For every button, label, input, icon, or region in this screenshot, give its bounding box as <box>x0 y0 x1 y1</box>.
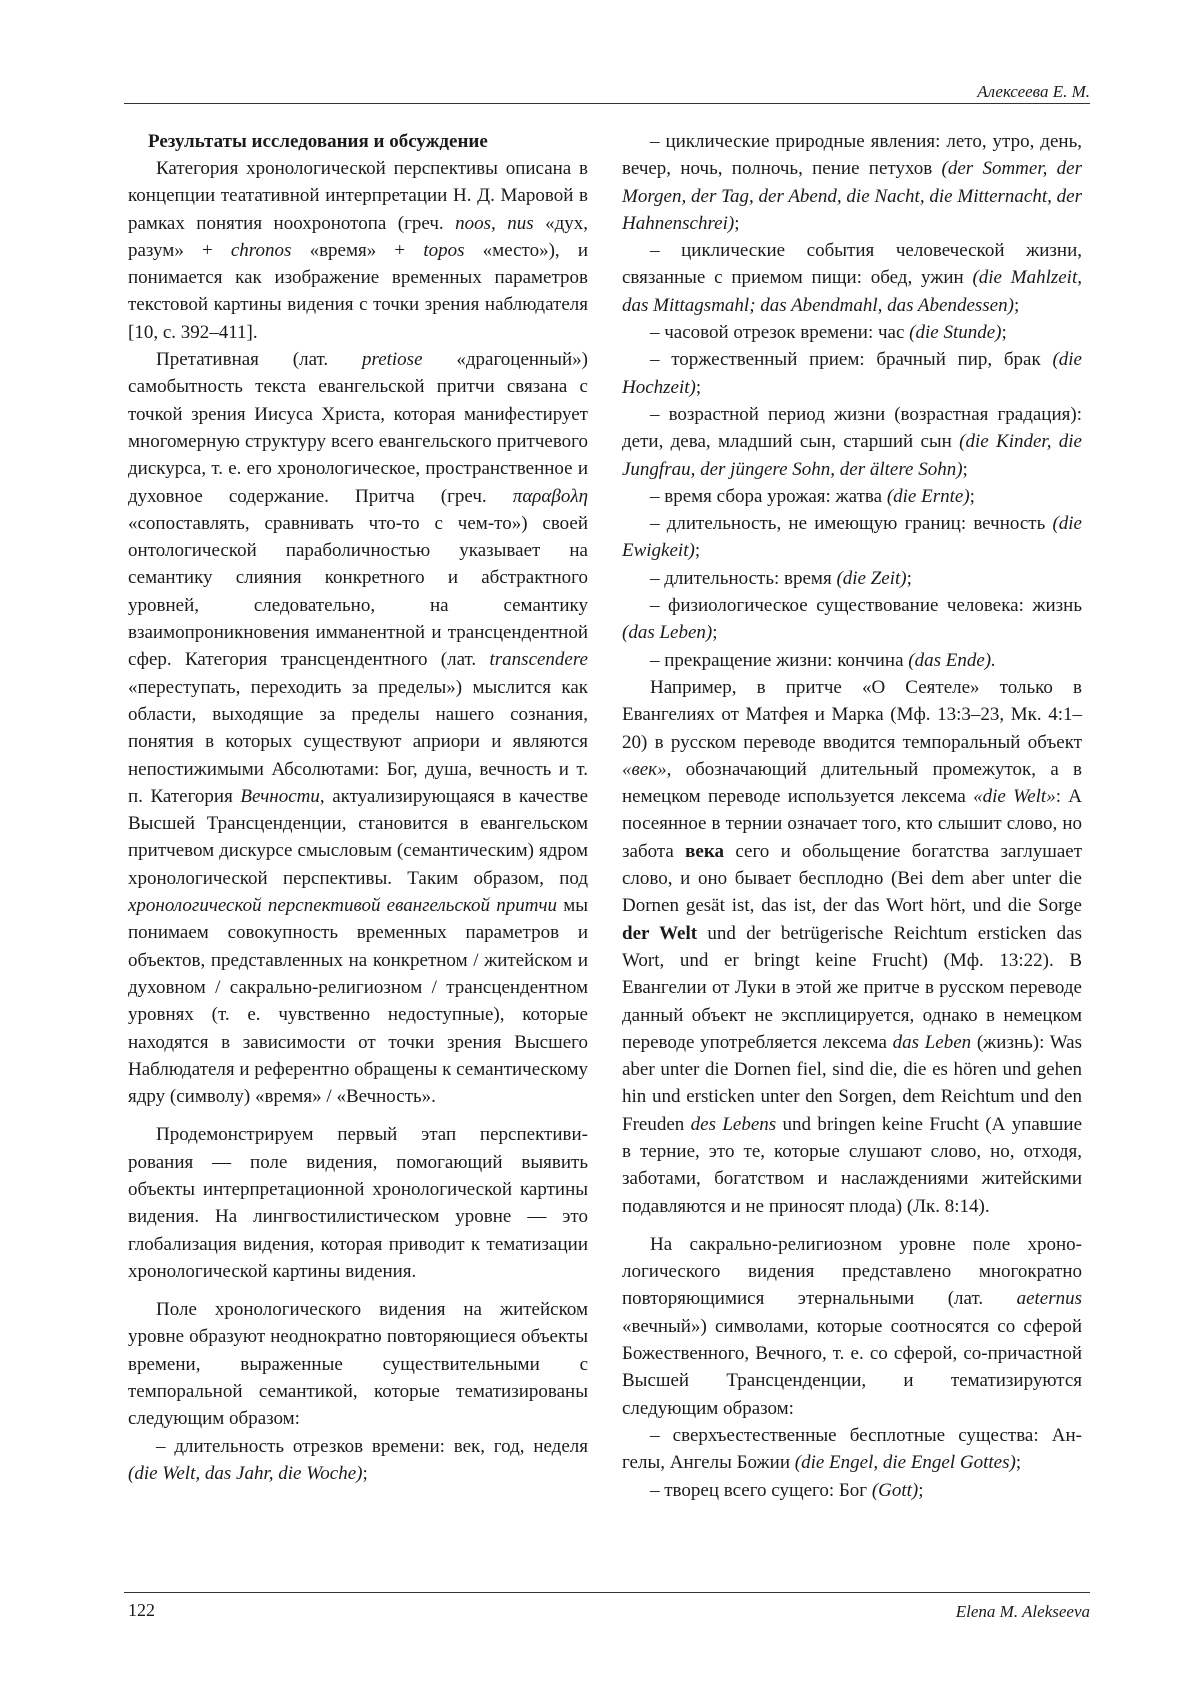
italic-run: des Lebens <box>690 1113 777 1135</box>
paragraph <box>622 483 1082 510</box>
italic-run: Вечности <box>240 785 320 807</box>
paragraph <box>622 647 1082 674</box>
italic-run: (der Sommer, der Morgen, der Tag, der Abend, die Nacht, die Mitternacht, der Hahnenschrei) <box>622 158 1082 234</box>
text-run: мы понимаем совокупность временных параметров и объектов, представленных на конкретном / житейском и духовном / сакрально-религиозном / трансцендентном уровнях (т. е. чувственно недоступные), которые находятся в зависимости от точки зрения Высшего Наблюдателя и референтно обращены к семантическому ядру (символу) «время» / «Вечность». <box>128 895 588 1108</box>
right-text-column <box>622 128 1082 1504</box>
paragraph <box>128 1296 588 1432</box>
italic-run: (die Engel, die Engel Gottes) <box>794 1452 1016 1474</box>
text-run: ; <box>712 622 718 644</box>
text-run: ; <box>1001 322 1007 344</box>
italic-run: (die Kinder, die Jungfrau, der jüngere Sohn, der ältere Sohn) <box>622 431 1082 480</box>
italic-run: (die Ewigkeit) <box>622 513 1082 562</box>
text-run: «время» + <box>291 239 424 261</box>
paragraph <box>622 401 1082 483</box>
text-run: , актуализирующаяся в качестве Высшей Трансценденции, становится в евангельском притчевом дискурсе смысловым (семантическим) ядром хронологической перспективы. Таким образом, под <box>128 785 588 889</box>
text-run: «вечный») символами, которые соотносятся со сферой Божественного, Вечного, т. е. со сферой, со-причастной Высшей Трансценденции, и тематизируются следующим образом: <box>622 1315 1082 1419</box>
italic-run: (die Ernte) <box>886 485 970 507</box>
paragraph <box>622 346 1082 401</box>
italic-run: (die Hochzeit) <box>622 349 1082 398</box>
text-run: ; <box>918 1479 924 1501</box>
text-run: ; <box>695 376 702 398</box>
text-run: – сверхъестественные бесплотные существа: Ангелы, Ангелы Божии <box>622 1424 1082 1474</box>
text-run: : А посеянное в тернии означает того, кто слышит слово, но забота <box>622 786 1083 862</box>
text-run: ; <box>906 567 912 589</box>
italic-run: aeternus <box>1016 1288 1082 1310</box>
bold-run: der Welt <box>622 922 698 944</box>
text-run: ; <box>734 212 740 234</box>
text-run: und der betrügerische Reichtum ersticken das Wort, und er bringt keine Frucht) (Мф. 13:22). В Евангелии от Луки в этой же притче в русском переводе данный объект не эксплицируется, однако в немецком переводе употребляется лексема <box>622 922 1082 1053</box>
italic-run: παραβολη <box>512 485 588 507</box>
text-run: – длительность отрезков времени: век, год, неделя <box>156 1435 588 1457</box>
text-run: – время сбора урожая: жатва <box>650 485 887 507</box>
italic-run: pretiose <box>362 349 423 371</box>
text-run: , обозначающий длительный промежуток, а в немецком переводе используется лексема <box>622 758 1082 808</box>
paragraph <box>622 1231 1082 1422</box>
page-number: 122 <box>128 1600 155 1620</box>
italic-run: (Gott) <box>871 1479 919 1501</box>
text-run: – длительность, не имеющую границ: вечность <box>650 513 1053 535</box>
text-run: ; <box>1015 1452 1022 1474</box>
paragraph <box>128 1121 588 1285</box>
paragraph <box>622 592 1082 647</box>
text-run: – циклические природные явления: лето, утро, день, вечер, ночь, полночь, пение петухов <box>622 131 1082 180</box>
italic-run: noos, nus <box>455 212 534 234</box>
italic-run: «die Welt» <box>973 786 1056 808</box>
text-run: «дух, разум» + <box>128 212 588 261</box>
text-run: – торжественный прием: брачный пир, брак <box>650 349 1053 371</box>
text-run: – творец всего сущего: Бог <box>650 1479 872 1501</box>
text-run: «драгоценный») самобытность текста евангельской притчи связана с точкой зрения Иисуса Христа, которая манифестирует многомерную структуру всего евангельского притчевого дискурса, т. е. его хронологическое, пространственное и духовное содержание. Притча (греч. <box>128 349 588 507</box>
text-run: – длительность: время <box>650 567 837 589</box>
section-heading: Результаты исследования и обсуждение <box>148 131 488 152</box>
italic-run: (die Stunde) <box>909 322 1002 344</box>
text-run: – часовой отрезок времени: час <box>650 322 910 344</box>
italic-run: chronos <box>230 239 292 261</box>
text-run: ; <box>969 485 975 507</box>
text-run: ; <box>962 458 968 480</box>
italic-run: хронологической перспективой евангельской притчи <box>128 895 558 917</box>
text-run: Поле хронологического видения на житейском уровне образуют неоднократно повторяющиеся объекты времени, выраженные существительными с темпоральной семантикой, которые тематизированы следующим образом: <box>128 1299 588 1430</box>
text-run: – возрастной период жизни (возрастная градация): дети, дева, младший сын, старший сын <box>622 403 1082 453</box>
text-run: und bringen keine Frucht (А упавшие в терние, это те, которые слушают слово, но, отходя, заботами, богатством и наслаждениями житейскими подавляются и не приносят плода) (Лк. 8:14). <box>622 1113 1083 1217</box>
text-run: (жизнь): Was aber unter die Dornen fiel, sind die, die es hören und gehen hin und ersticken unter den Sorgen, dem Reichtum und den Freuden <box>622 1031 1083 1135</box>
italic-run: topos <box>423 239 465 261</box>
running-footer-author: Elena M. Alekseeva <box>955 1602 1090 1621</box>
paragraph <box>622 319 1082 346</box>
italic-run: (die Mahlzeit, das Mittagsmahl; das Abendmahl, das Abendessen) <box>622 267 1082 316</box>
text-run: ; <box>694 540 701 562</box>
italic-run: das Leben <box>892 1031 972 1053</box>
italic-run: (das Ende). <box>908 649 996 671</box>
footer-rule <box>124 1592 1090 1593</box>
paragraph <box>128 346 588 1110</box>
italic-run: «век» <box>622 758 667 780</box>
header-rule <box>124 103 1090 104</box>
paragraph <box>128 1433 588 1488</box>
text-run: Например, в притче «О Сеятеле» только в Евангелиях от Матфея и Марка (Мф. 13:3–23, Мк. 4:1–20) в русском переводе вводится темпоральный объект <box>622 676 1082 753</box>
text-run: – циклические события человеческой жизни, связанные с приемом пищи: обед, ужин <box>622 240 1082 289</box>
text-run: ; <box>362 1462 368 1484</box>
italic-run: transcendere <box>489 649 588 671</box>
text-run: «переступать, переходить за пределы») мыслится как области, выходящие за пределы нашего сознания, понятия в которых существуют априори и являются непостижимыми Абсолютами: Бог, душа, вечность и т. п. Категория <box>128 676 588 807</box>
text-run: На сакрально-религиозном уровне поле хронологического видения представлено многократно повторяющимися этернальными (лат. <box>622 1233 1082 1310</box>
italic-run: (das Leben) <box>622 622 713 644</box>
bold-run: века <box>685 840 725 862</box>
text-run: – прекращение жизни: кончина <box>650 649 909 671</box>
paragraph <box>622 237 1082 319</box>
paragraph <box>622 128 1082 237</box>
left-text-column <box>128 128 588 1487</box>
italic-run: (die Welt, das Jahr, die Woche) <box>128 1462 363 1484</box>
text-run: – физиологическое существование человека: жизнь <box>650 595 1082 617</box>
running-header-author: Алексеева Е. М. <box>977 82 1090 101</box>
italic-run: (die Zeit) <box>836 567 907 589</box>
text-run: «место»), и понимается как изображение временных параметров текстовой картины видения с точки зрения наблюдателя [10, с. 392–411]. <box>128 239 588 343</box>
text-run: Претативная (лат. <box>156 349 362 371</box>
text-run: Категория хронологической перспективы описана в концепции театативной интерпретации Н. Д. Маровой в рамках понятия ноохронотопа (греч. <box>128 158 588 234</box>
paragraph <box>622 1477 1082 1504</box>
text-run: «сопоставлять, сравнивать что-то с чем-то») своей онтологической параболичностью указывает на семантику слияния конкретного и абстрактного уровней, следовательно, на семантику взаимопроникновения имманентной и трансцендентной сфер. Категория трансцендентного (лат. <box>128 512 588 671</box>
paragraph <box>622 565 1082 592</box>
paragraph <box>622 674 1082 1220</box>
paragraph <box>128 155 588 346</box>
paragraph <box>622 1422 1082 1477</box>
text-run: сего и обольщение богатства заглушает слово, и оно бывает бесплодно (Bei dem aber unter die Dornen gesät ist, das ist, der das Wort hört, und die Sorge <box>622 840 1082 917</box>
text-run: ; <box>1013 294 1020 316</box>
text-run: Продемонстрируем первый этап перспективирования — поле видения, помогающий выявить объекты интерпретационной хронологической картины видения. На лингвостилистическом уровне — это глобализация видения, которая приводит к тематизации хронологической картины видения. <box>128 1124 588 1282</box>
paragraph <box>622 510 1082 565</box>
